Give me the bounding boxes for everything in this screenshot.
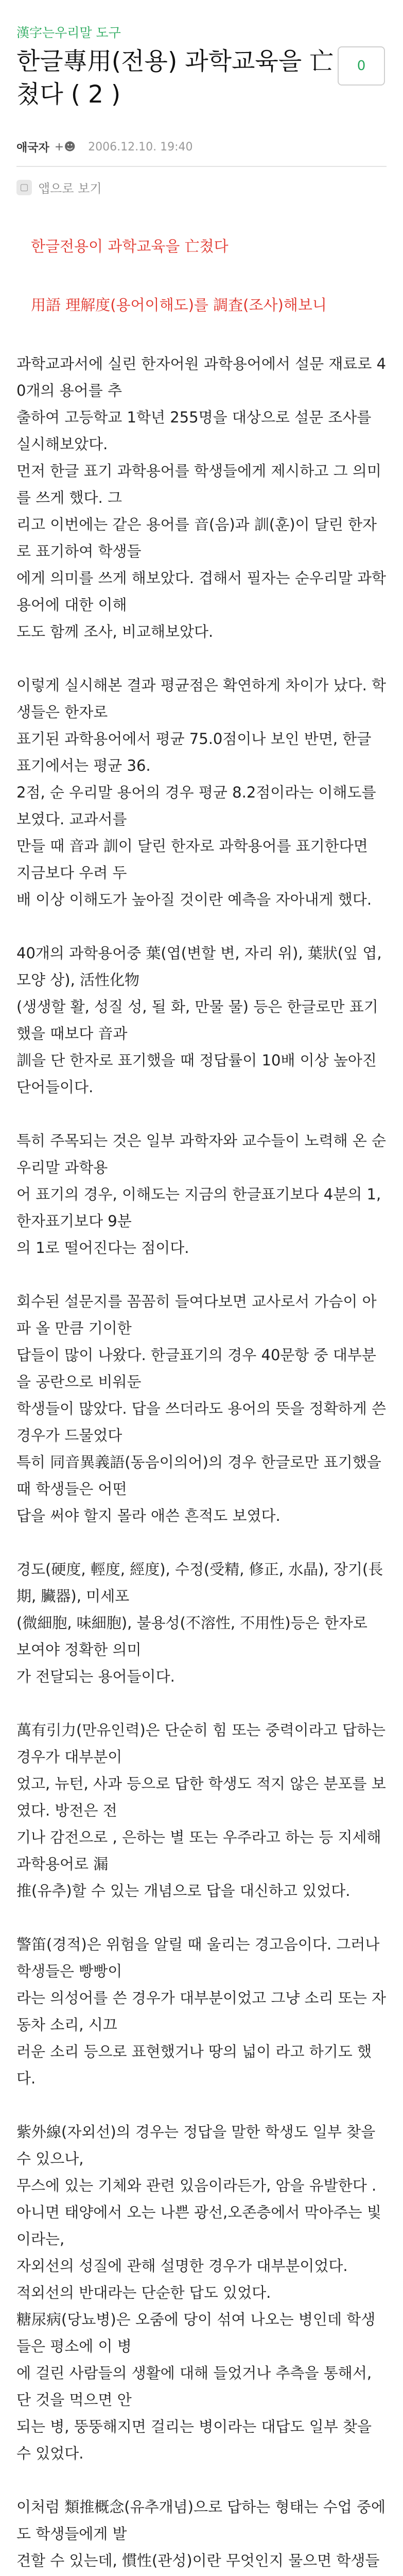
comment-count-button[interactable] bbox=[338, 46, 385, 86]
body-paragraph: 경도(硬度, 輕度, 經度), 수정(受精, 修正, 水晶), 장기(長期, 臟器), 미세포 (微細胞, 味細胞), 불용성(不溶性, 不用性)등은 한자로 보여야 정확한 의미 가 전달되는 용어들이다. bbox=[16, 1561, 383, 1685]
add-friend-icon[interactable]: +☻ bbox=[54, 141, 76, 154]
comment-count: 0 bbox=[357, 58, 366, 74]
body-paragraph: 紫外線(자외선)의 경우는 정답을 말한 학생도 일부 찾을 수 있으나, 무스에 있는 기체와 관련 있음이라든가, 암을 유발한다 . 아니면 태양에서 오는 나쁜 광선,오존층에서 막아주는 빛이라는, 자외선의 성질에 관해 설명한 경우가 대부분이었다. 적외선의 반대라는 단순한 답도 있었다. 糖尿病(당뇨병)은 오줌에 당이 섞여 나오는 병인데 학생들은 평소에 이 병 에 걸린 사람들의 생활에 대해 들었거나 추측을 통해서, 단 것을 먹으면 안 되는 병, 뚱뚱해지면 걸리는 병이라는 대답도 일부 찾을 수 있었다. bbox=[16, 2123, 381, 2462]
app-view-label: 앱으로 보기 bbox=[38, 181, 102, 196]
body-paragraphs bbox=[16, 350, 387, 2576]
body-paragraph: 警笛(경적)은 위험을 알릴 때 울리는 경고음이다. 그러나 학생들은 빵빵이 라는 의성어를 쓴 경우가 대부분이었고 그냥 소리 또는 자동차 소리, 시끄 러운 소리 등으로 표현했거나 땅의 넓이 라고 하기도 했다. bbox=[16, 1936, 387, 2087]
app-view-link[interactable] bbox=[16, 178, 102, 196]
body-paragraph: 회수된 설문지를 꼼꼼히 들여다보면 교사로서 가슴이 아파 올 만큼 기이한 답들이 많이 나왔다. 한글표기의 경우 40문항 중 대부분을 공란으로 비워둔 학생들이 많았다. 답을 쓰더라도 용어의 뜻을 정확하게 쓴 경우가 드물었다 특히 同音異義語(동음이의어)의 경우 한글로만 표기했을 때 학생들은 어떤 답을 써야 할지 몰라 애쓴 흔적도 보였다. bbox=[16, 1293, 387, 1524]
body-paragraph: 萬有引力(만유인력)은 단순히 힘 또는 중력이라고 답하는 경우가 대부분이 었고, 뉴턴, 사과 등으로 답한 학생도 적지 않은 분포를 보였다. 방전은 전 기나 감전으로 , 은하는 별 또는 우주라고 하는 등 지세해 과학용어로 漏 推(유추)할 수 있는 개념으로 답을 대신하고 있었다. bbox=[16, 1721, 386, 1900]
author-name[interactable]: 애국자 bbox=[16, 142, 49, 155]
body-paragraph: 특히 주목되는 것은 일부 과학자와 교수들이 노력해 온 순 우리말 과학용 어 표기의 경우, 이해도는 지금의 한글표기보다 4분의 1, 한자표기보다 9분 의 1로 떨어진다는 점이다. bbox=[16, 1132, 387, 1257]
category-link[interactable]: 漢字는우리말 도구 bbox=[16, 25, 121, 40]
body-paragraph: 40개의 과학용어중 葉(엽(변할 변, 자리 위), 葉狀(잎 엽, 모양 상), 活性化物 (생생할 활, 성질 성, 될 화, 만물 물) 등은 한글로만 표기했을 때보다 音과 訓을 단 한자로 표기했을 때 정답률이 10배 이상 높아진 단어들이다. bbox=[16, 944, 382, 1096]
post-date: 2006.12.10. 19:40 bbox=[88, 141, 193, 154]
post-title: 한글專用(전용) 과학교육을 亡쳤다 ( 2 ) bbox=[16, 47, 334, 109]
post-body bbox=[16, 233, 387, 2576]
divider bbox=[16, 166, 387, 167]
body-heading-1: 한글전용이 과학교육을 亡쳤다 bbox=[31, 238, 229, 255]
app-icon: ▢ bbox=[16, 180, 32, 195]
body-heading-2: 用語 理解度(용어이해도)를 調査(조사)해보니 bbox=[31, 296, 327, 314]
body-paragraph: 이렇게 실시해본 결과 평균점은 확연하게 차이가 났다. 학생들은 한자로 표기된 과학용어에서 평균 75.0점이나 보인 반면, 한글 표기에서는 평균 36. 2점, 순 우리말 용어의 경우 평균 8.2점이라는 이해도를 보였다. 교과서를 만들 때 音과 訓이 달린 한자로 과학용어를 표기한다면 지금보다 우려 두 배 이상 이해도가 높아질 것이란 예측을 자아내게 했다. bbox=[16, 676, 387, 908]
body-paragraph: 이처럼 類推概念(유추개념)으로 답하는 형태는 수업 중에도 학생들에게 발 견할 수 있는데, 慣性(관성)이란 무엇인지 물으면 학생들 bbox=[16, 2498, 386, 2569]
body-paragraph: 과학교과서에 실린 한자어원 과학용어에서 설문 재료로 40개의 용어를 추 출하여 고등학교 1학년 255명을 대상으로 설문 조사를 실시해보았다. 먼저 한글 표기 과학용어를 학생들에게 제시하고 그 의미를 쓰게 했다. 그 리고 이번에는 같은 용어를 音(음)과 訓(훈)이 달린 한자로 표기하여 학생들 에게 의미를 쓰게 해보았다. 겹해서 필자는 순우리말 과학용어에 대한 이해 도도 함께 조사, 비교해보았다. bbox=[16, 355, 387, 640]
post-meta bbox=[16, 139, 193, 155]
